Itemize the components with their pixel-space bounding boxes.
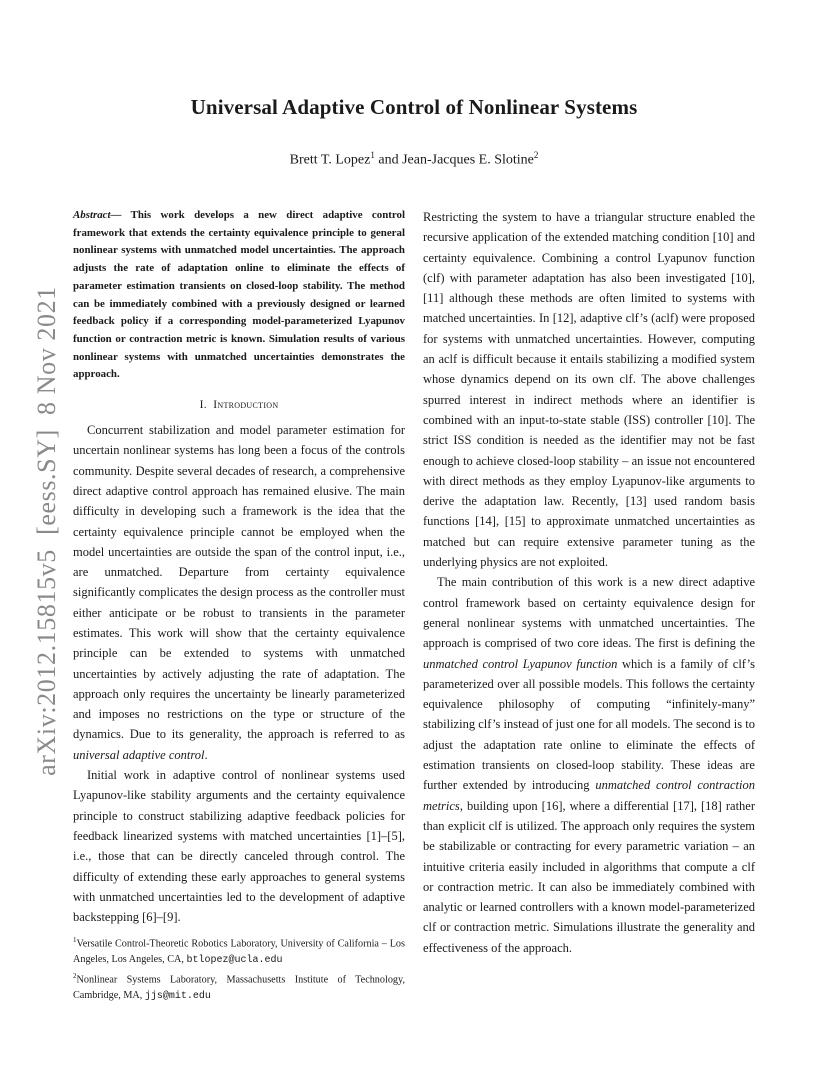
author-connector: and (374, 152, 403, 168)
right-paragraph-2-text-a: The main contribution of this work is a new direct adaptive control framework based on certainty equivalence design for general nonlinear systems with unmatched uncertainties. The approach is comprised of two core ideas. The first is defining the (423, 575, 755, 651)
author-2-affiliation-mark: 2 (533, 150, 539, 160)
intro-paragraph-2: Initial work in adaptive control of nonlinear systems used Lyapunov-like stability arguments and the certainty equivalence principle to construct stabilizing adaptive feedback policies for feedback linearized systems with matched uncertainties [1]–[5], i.e., those that can be directly canceled through control. The difficulty of extending these early approaches to general systems with unmatched uncertainties led to the development of adaptive backstepping [6]–[9]. (73, 768, 405, 925)
abstract-text: This work develops a new direct adaptive control framework that extends the certainty equivalence principle to general nonlinear systems with unmatched model uncertainties. The approach adjusts the rate of adaptation online to eliminate the effects of parameter estimation transients on closed-loop stability. The method can be immediately combined with a previously designed or learned feedback policy if a corresponding model-parameterized Lyapunov function or contraction metric is known. Simulation results of various nonlinear systems with unmatched uncertainties demonstrates the approach. (73, 209, 405, 381)
right-paragraph-1: Restricting the system to have a triangular structure enabled the recursive application of the extended matching condition [10] and certainty equivalence. Combining a control Lyapunov function (clf) with parameter adaptation has also been investigated [10], [11] although these methods are often limited to systems with matched uncertainties. In [12], adaptive clf’s (aclf) were proposed for systems with unmatched uncertainties. However, computing an aclf is difficult because it entails stabilizing a modified system whose dynamics depend on its own clf. The above challenges spurred interest in indirect methods where an identifier is combined with an input-to-state stable (ISS) controller [10]. The strict ISS condition is needed as the identifier may not be fast enough to achieve closed-loop stability – an issue not encountered with direct methods as they employ Lyapunov-like arguments to derive the adaptation law. Recently, [13] used random basis functions [14], [15] to approximate unmatched uncertainties as matched but can require extensive parameter tuning as the underlying physics are not exploited. (423, 210, 755, 570)
intro-paragraph-1-text: Concurrent stabilization and model parameter estimation for uncertain nonlinear systems has long been a focus of the controls community. Despite several decades of research, a comprehensive direct adaptive control approach has remained elusive. The main difficulty in developing such a framework is the idea that the certainty equivalence principle cannot be employed when the model uncertainties are outside the span of the control input, i.e., are unmatched. Departure from certainty equivalence significantly complicates the design process as the controller must either anticipate or be robust to transients in the parameter estimates. This work will show that the certainty equivalence principle can be extended to systems with unmatched uncertainties by actively adjusting the rate of adaptation. The approach only requires the uncertainty be linearly parameterized and imposes no restrictions on the type or structure of the dynamics. Due to its generality, the approach is referred to as (73, 423, 405, 742)
footnote-2-text: Nonlinear Systems Laboratory, Massachusetts Institute of Technology, Cambridge, MA, (73, 973, 405, 1001)
right-paragraph-2 (423, 572, 755, 958)
footnote-1-email: btlopez@ucla.edu (186, 954, 283, 966)
footnote-2-email: jjs@mit.edu (144, 990, 211, 1002)
section-heading-introduction (73, 399, 405, 411)
section-title: Introduction (213, 399, 279, 412)
section-numeral: I. (199, 399, 207, 412)
arxiv-identifier-stamp: arXiv:2012.15815v5 [eess.SY] 8 Nov 2021 (32, 286, 61, 776)
right-paragraph-2-emphasis-2: unmatched control contraction metrics (423, 778, 756, 813)
right-paragraph-2-emphasis-1: unmatched control Lyapunov function (423, 656, 618, 671)
footnotes (73, 933, 405, 1004)
author-2: Jean-Jacques E. Slotine (402, 152, 534, 168)
right-paragraph-2-text-c: , building upon [16], where a differential [17], [18] rather than explicit clf is utilized. The approach only requires the system be stabilizable or contracting for every parametric variation – an intuitive criteria easily included in algorithms that compute a clf or contraction metric. It can also be immediately combined with analytic or learned controllers with a known model-parameterized clf or contraction metric. Simulations illustrate the generality and effectiveness of the approach. (423, 798, 755, 955)
footnote-1 (73, 933, 405, 969)
intro-paragraph-1 (73, 420, 405, 765)
footnote-2 (73, 969, 405, 1005)
abstract-dash: — (110, 209, 131, 221)
author-1: Brett T. Lopez (289, 152, 371, 168)
author-1-affiliation-mark: 1 (370, 150, 375, 160)
intro-paragraph-1-emphasis: universal adaptive control (73, 747, 205, 762)
author-line (0, 150, 828, 169)
abstract-label: Abstract (73, 209, 111, 221)
left-column (73, 207, 405, 927)
paper-title: Universal Adaptive Control of Nonlinear Systems (190, 95, 638, 119)
footnote-1-mark: 1 (73, 936, 77, 944)
right-column (423, 207, 755, 958)
abstract (73, 207, 405, 384)
footnote-2-mark: 2 (73, 971, 77, 980)
right-paragraph-2-text-b: which is a family of clf’s parameterized over all possible models. This follows the certainty equivalence philosophy of computing “infinitely-many” stabilizing clf’s instead of just one for all models. The second is to adjust the adaptation rate online to eliminate the effects of estimation transients on closed-loop stability. These ideas are further extended by introducing (423, 656, 755, 793)
intro-paragraph-1-end: . (204, 747, 208, 762)
footnote-1-text: Versatile Control-Theoretic Robotics Laboratory, University of California – Los Angeles, Los Angeles, CA, (73, 938, 405, 965)
